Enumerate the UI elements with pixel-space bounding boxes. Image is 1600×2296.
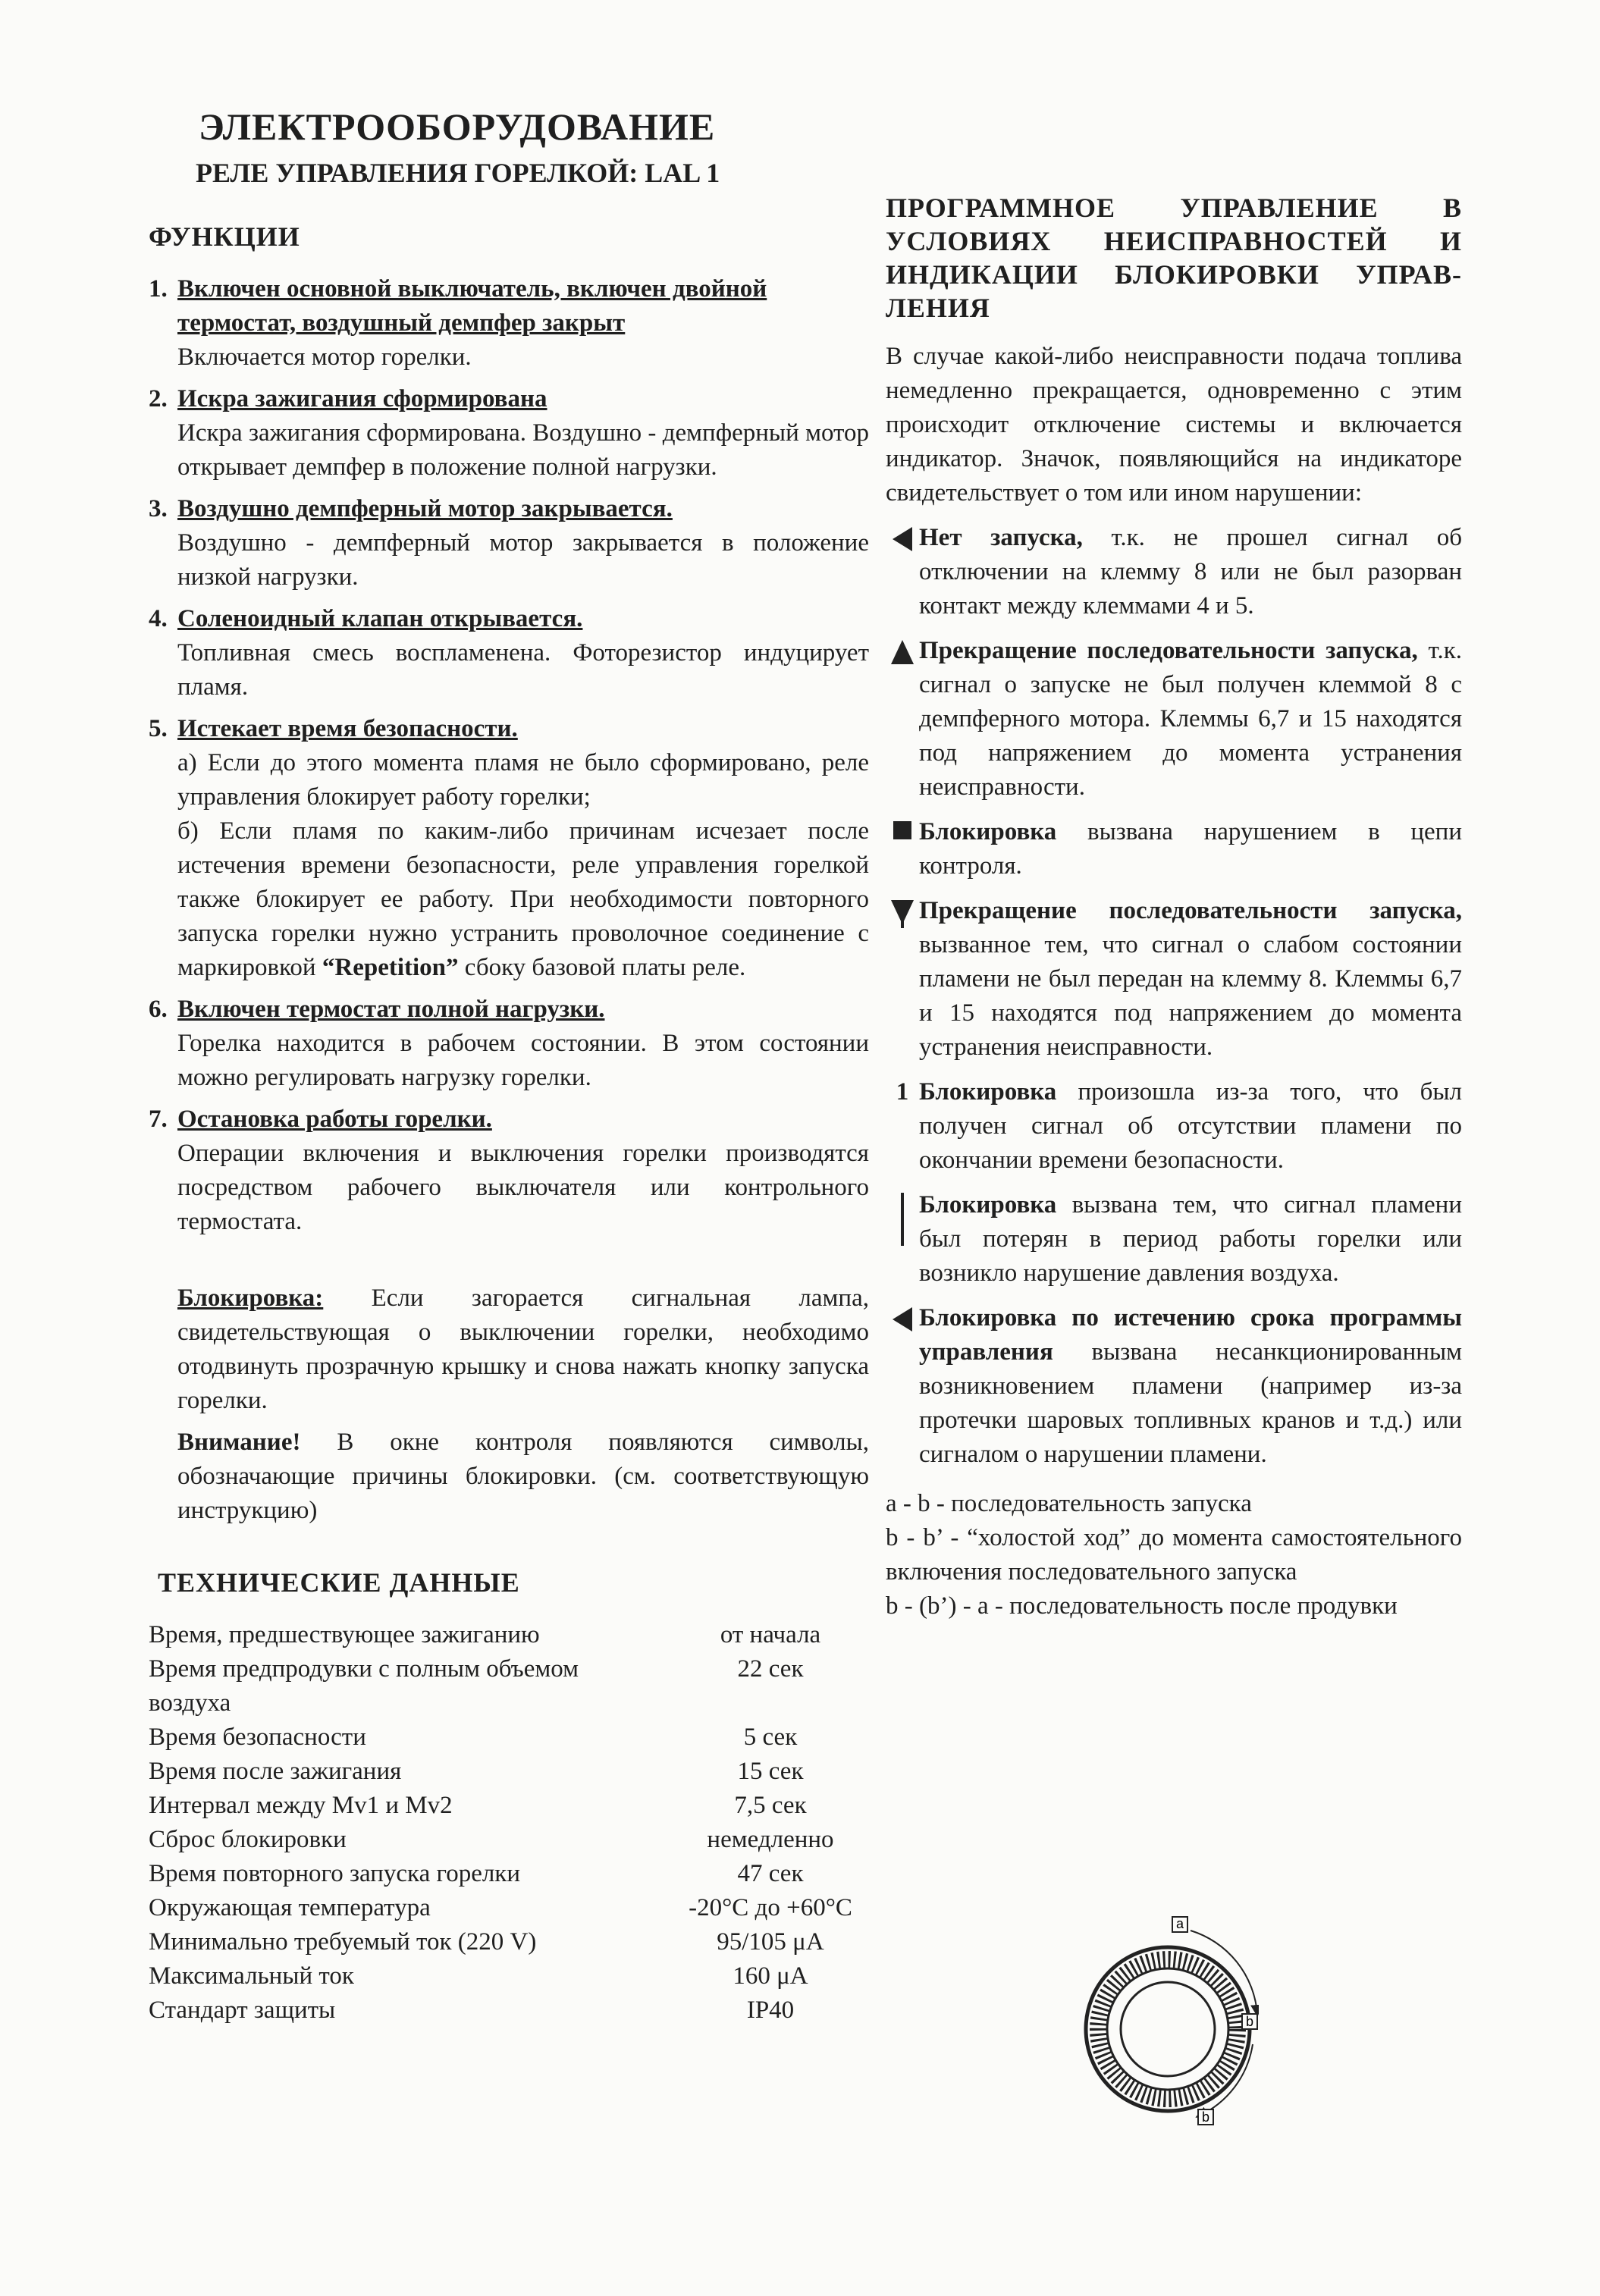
tech-label: Окружающая температура: [149, 1894, 431, 1921]
function-item-3: 3. Воздушно демпферный мотор закрывается. Воздушно - демпферный мотор закрывается в положение низкой нагрузки.: [149, 492, 869, 594]
attention-label: Внимание!: [177, 1429, 301, 1456]
function-item-title: Включен основной выключатель, включен двойной термостат, воздушный демпфер закрыт: [177, 275, 767, 337]
function-item-body: а) Если до этого момента пламя не было сформировано, реле управления блокирует работу горелки;: [177, 749, 869, 811]
function-item-body-2: б) Если пламя по каким-либо причинам исчезает после истечения времени безопасности, реле управления горелкой также блокирует ее работу. При необходимости повторного запуска горелки нужно устранить проволочное соединение с маркировкой “Repetition” сбоку базовой платы реле.: [177, 817, 869, 981]
symbol-item-5: 1 Блокировка произошла из-за того, что был получен сигнал об отсутствии пламени по окончании времени безопасности.: [886, 1075, 1462, 1178]
function-item-title: Соленоидный клапан открывается.: [177, 605, 583, 632]
tech-row: [149, 1720, 877, 1755]
symbol-item-3: Блокировка вызвана нарушением в цепи контроля.: [886, 815, 1462, 883]
lockout-paragraph: Блокировка: Если загорается сигнальная лампа, свидетельствующая о выключении горелки, необходимо отодвинуть прозрачную крышку и снова нажать кнопку запуска горелки.: [177, 1284, 869, 1414]
down-triangle-icon: [886, 894, 919, 1065]
tech-row: [149, 1925, 877, 1959]
tech-label: Время, предшествующее зажиганию: [149, 1621, 540, 1648]
program-heading: ПРОГРАММНОЕ УПРАВЛЕНИЕ В УСЛОВИЯХ НЕИСПРАВНОСТЕЙ И ИНДИКАЦИИ БЛОКИРОВКИ УПРАВ- ЛЕНИЯ: [886, 193, 1462, 323]
tech-value: немедленно: [707, 1826, 834, 1853]
tech-label: Время повторного запуска горелки: [149, 1860, 521, 1887]
function-item-body: Горелка находится в рабочем состоянии. В этом состоянии можно регулировать нагрузку горелки.: [177, 1030, 869, 1091]
function-item-title: Истекает время безопасности.: [177, 715, 518, 742]
sequence-line: a - b - последовательность запуска: [886, 1490, 1252, 1517]
function-item-title: Воздушно демпферный мотор закрывается.: [177, 495, 673, 522]
left-column: [149, 220, 869, 2028]
tech-row: [149, 1652, 877, 1720]
disc-label-b2: b: [1202, 2109, 1210, 2125]
tech-label: Сброс блокировки: [149, 1826, 347, 1853]
tech-value: 15 сек: [737, 1758, 804, 1785]
symbol-item-6: Блокировка вызвана тем, что сигнал пламени был потерян в период работы горелки или возникло нарушение давления воздуха.: [886, 1188, 1462, 1291]
tech-value: -20°С до +60°С: [689, 1894, 852, 1921]
tech-heading: ТЕХНИЧЕСКИЕ ДАННЫЕ: [158, 1567, 520, 1598]
function-item-body: Топливная смесь воспламенена. Фоторезистор индуцирует пламя.: [177, 639, 869, 701]
function-item-body: Искра зажигания сформирована. Воздушно - демпферный мотор открывает демпфер в положение полной нагрузки.: [177, 419, 869, 481]
tech-label: Время безопасности: [149, 1724, 366, 1751]
tech-label: Время после зажигания: [149, 1758, 402, 1785]
function-item-title: Включен термостат полной нагрузки.: [177, 996, 605, 1023]
symbol-item-4: Прекращение последовательности запуска, вызванное тем, что сигнал о слабом состоянии пламени не был передан на клемму 8. Клеммы 6,7 и 15 находятся под напряжением до момента устранения неисправности.: [886, 894, 1462, 1065]
one-icon: 1: [896, 1078, 909, 1106]
sequence-line: b - b’ - “холостой ход” до момента самостоятельного включения последовательного запуска: [886, 1524, 1462, 1586]
function-item-4: 4. Соленоидный клапан открывается. Топливная смесь воспламенена. Фоторезистор индуцирует пламя.: [149, 602, 869, 704]
tech-value: 160 μА: [733, 1962, 808, 1990]
functions-heading: ФУНКЦИИ: [149, 221, 300, 252]
function-item-1: 1. Включен основной выключатель, включен двойной термостат, воздушный демпфер закрыт Включается мотор горелки.: [149, 272, 869, 375]
tech-row: [149, 1618, 877, 1652]
function-item-body: Операции включения и выключения горелки производятся посредством рабочего выключателя или контрольного термостата.: [177, 1140, 869, 1235]
tech-row: [149, 1789, 877, 1823]
attention-paragraph: Внимание! В окне контроля появляются символы, обозначающие причины блокировки. (см. соответствующую инструкцию): [177, 1429, 870, 1524]
function-item-5: 5. Истекает время безопасности. а) Если до этого момента пламя не было сформировано, реле управления блокирует работу горелки; б) Если пламя по каким-либо причинам исчезает после истечения времени безопасности, реле управления горелкой также блокирует ее работу. При необходимости повторного запуска горелки нужно устранить проволочное соединение с маркировкой “Repetition” сбоку базовой платы реле.: [149, 712, 869, 985]
tech-table: [149, 1618, 877, 2028]
tech-row: [149, 1823, 877, 1857]
sequence-legend: [886, 1487, 1462, 1623]
function-item-title: Остановка работы горелки.: [177, 1106, 492, 1133]
symbol-item-1: Нет запуска, т.к. не прошел сигнал об отключении на клемму 8 или не был разорван контакт между клеммами 4 и 5.: [886, 521, 1462, 623]
tech-value: от начала: [720, 1621, 821, 1648]
tech-label: Максимальный ток: [149, 1962, 354, 1990]
tech-row: [149, 1993, 877, 2028]
function-item-7: 7. Остановка работы горелки. Операции включения и выключения горелки производятся посредством рабочего выключателя или контрольного термостата.: [149, 1103, 869, 1239]
tech-row: [149, 1755, 877, 1789]
square-icon: [886, 815, 919, 883]
lockout-label: Блокировка:: [177, 1284, 324, 1312]
tech-row: [149, 1891, 877, 1925]
tech-row: [149, 1959, 877, 1993]
function-item-body: Воздушно - демпферный мотор закрывается в положение низкой нагрузки.: [177, 529, 869, 591]
program-intro: В случае какой-либо неисправности подача топлива немедленно прекращается, одновременно с этим происходит отключение системы и включается индикатор. Значок, появляющийся на индикаторе свидетельствует о том или ином нарушении:: [886, 343, 1462, 507]
tech-value: 22 сек: [737, 1655, 804, 1683]
tech-label: Стандарт защиты: [149, 1996, 336, 2024]
tech-label: Минимально требуемый ток (220 V): [149, 1928, 537, 1956]
symbol-item-2: Прекращение последовательности запуска, т.к. сигнал о запуске не был получен клеммой 8 с демпферного мотора. Клеммы 6,7 и 15 находятся под напряжением до момента устранения неисправности.: [886, 634, 1462, 805]
sequence-line: b - (b’) - a - последовательность после продувки: [886, 1592, 1398, 1620]
tech-row: [149, 1857, 877, 1891]
symbol-item-7: Блокировка по истечению срока программы управления вызвана несанкционированным возникновением пламени (например из-за протечки шаровых топливных кранов и т.д.) или сигналом о нарушении пламени.: [886, 1301, 1462, 1472]
tech-value: 7,5 сек: [734, 1792, 807, 1819]
tech-value: 5 сек: [743, 1724, 798, 1751]
left-triangle-icon: [886, 521, 919, 623]
function-item-title: Искра зажигания сформирована: [177, 385, 547, 412]
up-triangle-icon: [886, 634, 919, 805]
repetition-label: “Repetition”: [322, 954, 459, 981]
page-subtitle: РЕЛЕ УПРАВЛЕНИЯ ГОРЕЛКОЙ: LAL 1: [196, 158, 720, 188]
left-triangle-icon: [886, 1301, 919, 1472]
function-item-body: Включается мотор горелки.: [177, 343, 472, 371]
tech-value: 47 сек: [737, 1860, 804, 1887]
program-disc-figure: [1077, 1915, 1259, 2128]
bar-icon: [886, 1188, 919, 1291]
page-title: ЭЛЕКТРООБОРУДОВАНИЕ: [199, 105, 716, 148]
function-item-6: 6. Включен термостат полной нагрузки. Горелка находится в рабочем состоянии. В этом состоянии можно регулировать нагрузку горелки.: [149, 993, 869, 1095]
disc-label-a: a: [1176, 1916, 1184, 1931]
tech-value: IP40: [746, 1996, 795, 2024]
right-column: [886, 191, 1462, 1623]
tech-label: Время предпродувки с полным объемом воздуха: [149, 1655, 579, 1717]
tech-label: Интервал между Mv1 и Mv2: [149, 1792, 453, 1819]
disc-label-b: b: [1246, 2014, 1254, 2029]
tech-value: 95/105 μА: [717, 1928, 824, 1956]
function-item-2: 2. Искра зажигания сформирована Искра зажигания сформирована. Воздушно - демпферный мотор открывает демпфер в положение полной нагрузки.: [149, 382, 869, 485]
